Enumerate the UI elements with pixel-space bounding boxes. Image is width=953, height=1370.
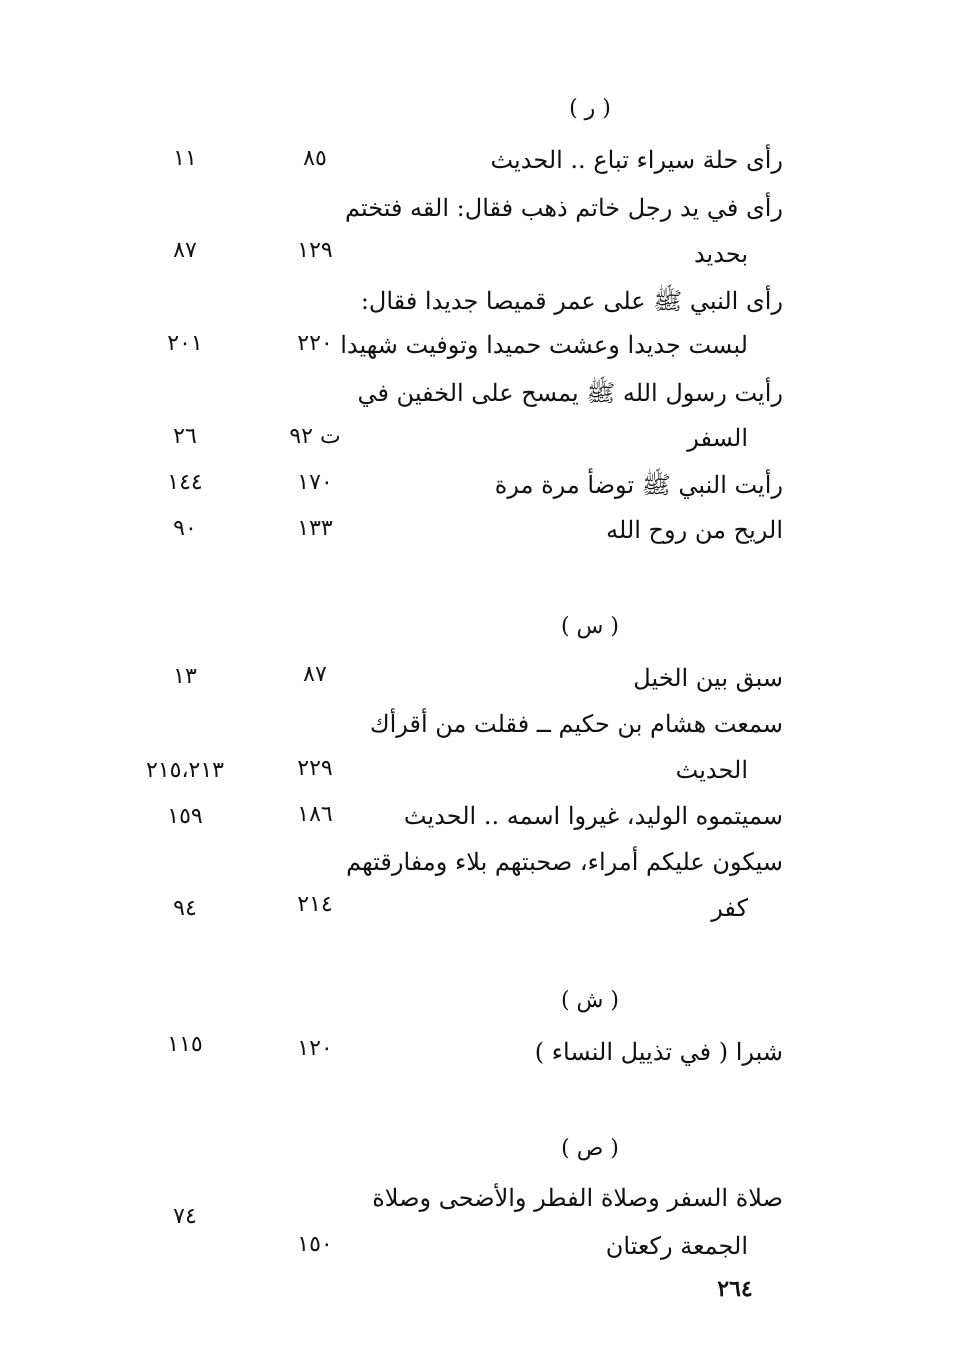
entry-page-ref: ت ٩٢ (289, 424, 341, 449)
entry-hadith-ref: ١٤٤ (167, 470, 203, 495)
entry-hadith-ref: ٩٠ (173, 516, 197, 541)
entry-line: الريح من روح الله (606, 516, 783, 544)
entry-page-ref: ١٥٠ (297, 1232, 333, 1257)
entry-hadith-ref: ١٥٩ (167, 804, 203, 829)
entry-page-ref: ٢٢٠ (297, 331, 333, 356)
entry-page-ref: ١٨٦ (297, 802, 333, 827)
entry-page-ref: ١٧٠ (297, 470, 333, 495)
entry-hadith-ref: ٢١٥،٢١٣ (146, 758, 224, 783)
entry-line: سميتموه الوليد، غيروا اسمه .. الحديث (403, 802, 783, 830)
entry-hadith-ref: ٢٠١ (167, 331, 203, 356)
entry-line-continued: بحديد (693, 240, 748, 268)
entry-line: صلاة السفر وصلاة الفطر والأضحى وصلاة (372, 1184, 783, 1212)
entry-line: سيكون عليكم أمراء، صحبتهم بلاء ومفارقتهم (346, 848, 783, 876)
entry-page-ref: ٨٧ (303, 662, 327, 687)
section-heading-sin: ( س ) (560, 614, 619, 639)
entry-page-ref: ٨٥ (303, 146, 327, 171)
entry-hadith-ref: ٨٧ (173, 238, 197, 263)
section-heading-ra: ( ر ) (569, 96, 611, 121)
entry-page-ref: ١٢٩ (297, 238, 333, 263)
entry-page-ref: ١٢٠ (297, 1036, 333, 1061)
entry-page-ref: ٢١٤ (297, 892, 333, 917)
entry-line-continued: الجمعة ركعتان (605, 1232, 748, 1260)
entry-hadith-ref: ٢٦ (173, 424, 197, 449)
entry-line: شبرا ( في تذييل النساء ) (534, 1038, 783, 1066)
entry-line: سمعت هشام بن حكيم ــ فقلت من أقرأك (369, 710, 783, 738)
entry-page-ref: ٢٢٩ (297, 756, 333, 781)
entry-line: سبق بين الخيل (633, 664, 783, 692)
entry-page-ref: ١٣٣ (297, 516, 333, 541)
entry-hadith-ref: ٧٤ (173, 1204, 197, 1229)
entry-line: رأيت رسول الله ﷺ يمسح على الخفين في (357, 379, 783, 407)
page-number: ٢٦٤ (717, 1276, 753, 1302)
section-heading-shin: ( ش ) (560, 988, 619, 1013)
entry-line: رأى النبي ﷺ على عمر قميصا جديدا فقال: (360, 287, 783, 315)
entry-hadith-ref: ١٣ (173, 664, 197, 689)
entry-line-continued: كفر (711, 894, 748, 922)
section-heading-sad: ( ص ) (561, 1136, 619, 1161)
entry-line-continued: السفر (687, 424, 748, 452)
entry-line: رأى في يد رجل خاتم ذهب فقال: القه فتختم (345, 194, 783, 222)
entry-hadith-ref: ١١٥ (167, 1032, 203, 1057)
entry-hadith-ref: ٩٤ (173, 896, 197, 921)
entry-line-continued: لبست جديدا وعشت حميدا وتوفيت شهيدا (340, 331, 748, 359)
entry-line: رأيت النبي ﷺ توضأ مرة مرة (494, 471, 783, 499)
entry-hadith-ref: ١١ (173, 146, 197, 171)
entry-line: رأى حلة سيراء تباع .. الحديث (490, 146, 783, 174)
entry-line-continued: الحديث (675, 756, 748, 784)
